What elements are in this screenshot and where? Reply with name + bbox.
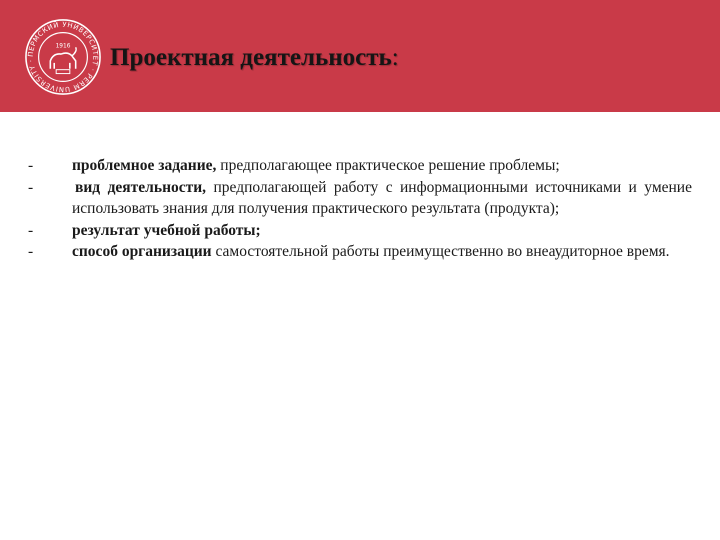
list-item-rest: самостоятельной работы преимущественно во внеаудиторное время. <box>211 243 670 260</box>
list-item-text <box>72 155 692 177</box>
list-item <box>28 220 692 242</box>
list-item-rest: предполагающее практическое решение проблемы; <box>216 157 560 174</box>
list-item-bold: вид деятельности, <box>75 178 207 196</box>
bullet-dash: - <box>28 178 34 196</box>
header-banner <box>0 0 720 112</box>
page-title-text: Проектная деятельность <box>110 44 392 71</box>
bullet-dash: - <box>28 221 34 239</box>
bullet-list <box>28 155 692 263</box>
list-item <box>28 155 692 177</box>
list-item-text <box>72 220 692 242</box>
page-title-colon: : <box>391 44 399 71</box>
list-item-bold: проблемное задание, <box>72 157 217 174</box>
list-item <box>28 177 692 220</box>
seal-ring-text: ПЕРМСКИЙ УНИВЕРСИТЕТ · PERM UNIVERSITY · <box>26 20 100 94</box>
list-item-bold: результат учебной работы; <box>72 221 261 239</box>
list-item-text <box>72 177 692 220</box>
list-item-rest: предполагающей работу с информационными источниками и умение использовать знания для получения практического результата (продукта); <box>72 178 692 217</box>
list-item <box>28 241 692 263</box>
page-title <box>110 44 399 72</box>
bullet-dash: - <box>28 157 34 174</box>
bullet-dash: - <box>28 243 34 260</box>
list-item-bold: способ организации <box>72 243 212 260</box>
university-seal-icon <box>24 18 102 96</box>
seal-year: 1916 <box>55 43 71 50</box>
list-item-text <box>72 241 692 263</box>
